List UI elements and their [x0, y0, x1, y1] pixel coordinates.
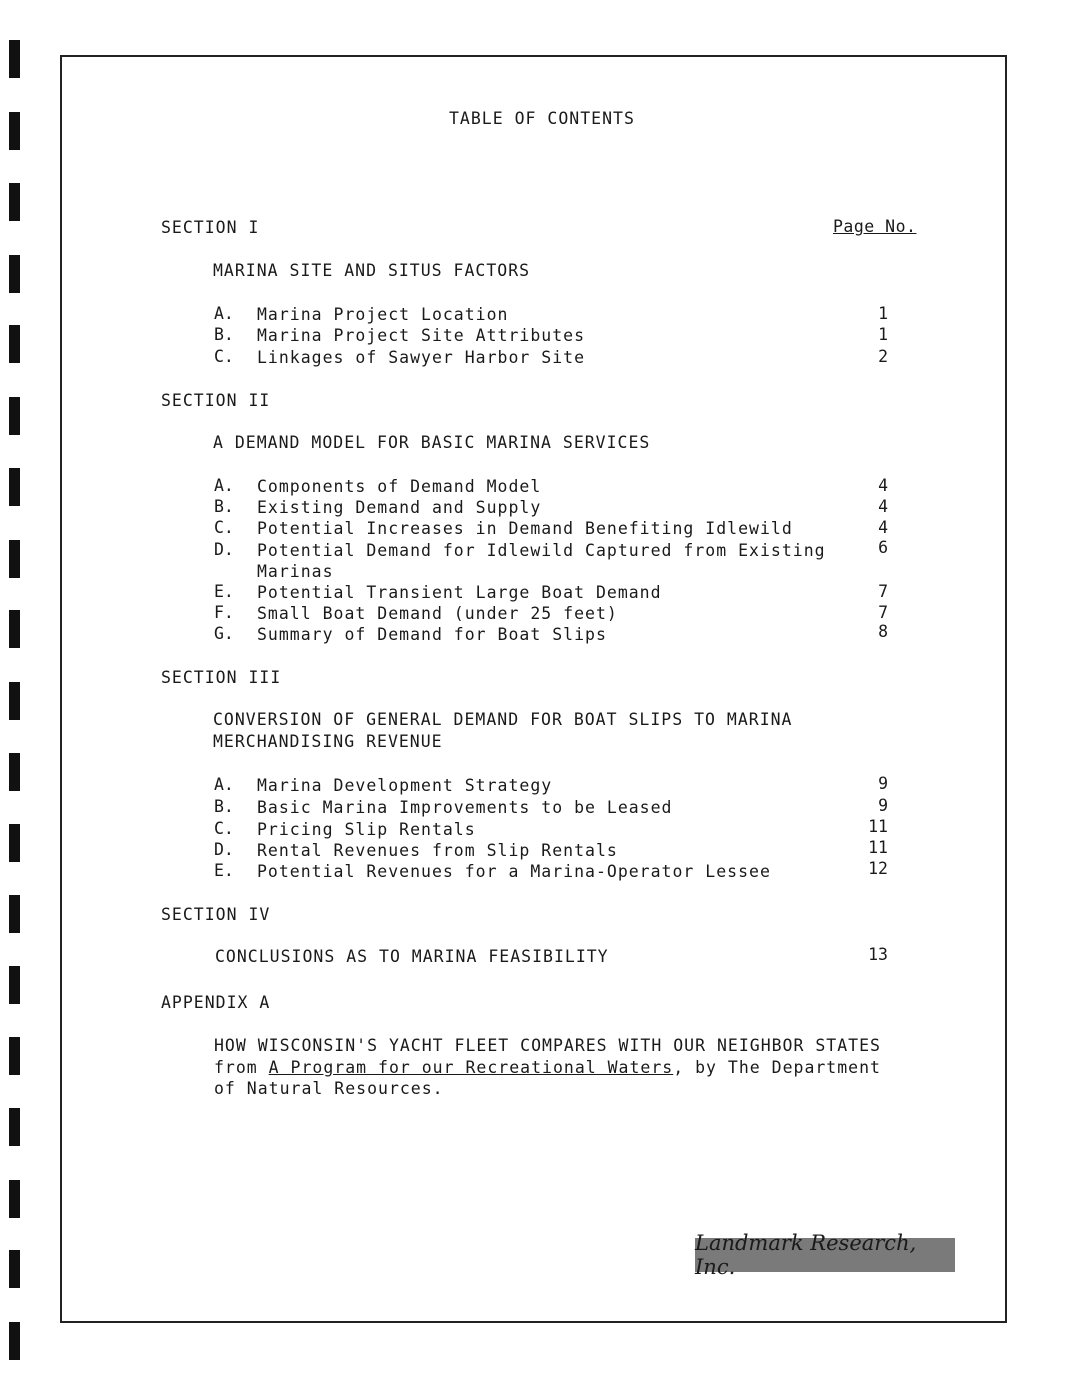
- binding-mark: [9, 895, 20, 933]
- appendix-line: [214, 1058, 881, 1078]
- appendix-prefix: from: [214, 1058, 269, 1077]
- company-stamp: Landmark Research, Inc.: [695, 1238, 955, 1272]
- item-letter: A.: [214, 775, 234, 794]
- section-label: SECTION III: [161, 668, 282, 687]
- section-heading: A DEMAND MODEL FOR BASIC MARINA SERVICES: [213, 433, 651, 452]
- page-number: 8: [878, 622, 888, 641]
- page-number: 1: [878, 304, 888, 323]
- toc-item: Small Boat Demand (under 25 feet): [257, 604, 618, 623]
- item-letter: A.: [214, 304, 234, 323]
- item-letter: D.: [214, 540, 234, 559]
- section-label: SECTION IV: [161, 905, 271, 924]
- section-heading: MARINA SITE AND SITUS FACTORS: [213, 261, 531, 280]
- binding-mark: [9, 682, 20, 720]
- item-letter: D.: [214, 840, 234, 859]
- binding-mark: [9, 1108, 20, 1146]
- appendix-line: HOW WISCONSIN'S YACHT FLEET COMPARES WITH OUR NEIGHBOR STATES: [214, 1036, 881, 1055]
- page-number: 9: [878, 796, 888, 815]
- item-letter: E.: [214, 582, 234, 601]
- page-number: 7: [878, 582, 888, 601]
- page-title: TABLE OF CONTENTS: [449, 109, 635, 128]
- page-number: 7: [878, 603, 888, 622]
- page-number: 4: [878, 497, 888, 516]
- page-no-header: Page No.: [833, 217, 917, 236]
- binding-mark: [9, 255, 20, 293]
- binding-mark: [9, 1037, 20, 1075]
- page-number: 1: [878, 325, 888, 344]
- item-letter: G.: [214, 624, 234, 643]
- binding-mark: [9, 540, 20, 578]
- binding-mark: [9, 1180, 20, 1218]
- page-number: 11: [868, 817, 888, 836]
- appendix-line: of Natural Resources.: [214, 1079, 444, 1098]
- section-label: SECTION I: [161, 218, 260, 237]
- page-frame: [60, 55, 1007, 1323]
- appendix-suffix: , by The Department: [673, 1058, 881, 1077]
- toc-item: Existing Demand and Supply: [257, 498, 542, 517]
- section-heading: CONVERSION OF GENERAL DEMAND FOR BOAT SLIPS TO MARINA: [213, 710, 793, 729]
- binding-mark: [9, 112, 20, 150]
- page-number: 9: [878, 774, 888, 793]
- binding-mark: [9, 824, 20, 862]
- page-number: 13: [868, 945, 888, 964]
- toc-item: Pricing Slip Rentals: [257, 820, 476, 839]
- toc-item: Potential Revenues for a Marina-Operator Lessee: [257, 862, 771, 881]
- appendix-source-title: A Program for our Recreational Waters: [268, 1058, 674, 1077]
- toc-item: Potential Transient Large Boat Demand: [257, 583, 662, 602]
- toc-item: Summary of Demand for Boat Slips: [257, 625, 607, 644]
- item-letter: C.: [214, 819, 234, 838]
- item-letter: E.: [214, 861, 234, 880]
- toc-item: Marina Project Site Attributes: [257, 326, 586, 345]
- item-letter: A.: [214, 476, 234, 495]
- binding-mark: [9, 397, 20, 435]
- appendix-label: APPENDIX A: [161, 993, 271, 1012]
- item-letter: F.: [214, 603, 234, 622]
- binding-mark: [9, 966, 20, 1004]
- toc-item: Potential Demand for Idlewild Captured from Existing: [257, 541, 826, 560]
- binding-mark: [9, 1250, 20, 1288]
- binding-mark: [9, 325, 20, 363]
- page-number: 4: [878, 518, 888, 537]
- toc-item: Components of Demand Model: [257, 477, 542, 496]
- binding-mark: [9, 753, 20, 791]
- toc-item: Rental Revenues from Slip Rentals: [257, 841, 618, 860]
- page-number: 4: [878, 476, 888, 495]
- toc-item: Marina Development Strategy: [257, 776, 553, 795]
- binding-mark: [9, 183, 20, 221]
- toc-item: Linkages of Sawyer Harbor Site: [257, 348, 586, 367]
- binding-mark: [9, 40, 20, 78]
- item-letter: C.: [214, 518, 234, 537]
- item-letter: C.: [214, 347, 234, 366]
- toc-item: Marina Project Location: [257, 305, 509, 324]
- item-letter: B.: [214, 797, 234, 816]
- toc-item: Potential Increases in Demand Benefiting Idlewild: [257, 519, 793, 538]
- section-label: SECTION II: [161, 391, 271, 410]
- toc-item: Basic Marina Improvements to be Leased: [257, 798, 673, 817]
- page-number: 12: [868, 859, 888, 878]
- binding-mark: [9, 610, 20, 648]
- section-heading-continuation: MERCHANDISING REVENUE: [213, 732, 443, 751]
- item-letter: B.: [214, 325, 234, 344]
- page-number: 2: [878, 347, 888, 366]
- binding-mark: [9, 468, 20, 506]
- binding-mark: [9, 1322, 20, 1360]
- page-number: 11: [868, 838, 888, 857]
- page-number: 6: [878, 538, 888, 557]
- toc-item-continuation: Marinas: [257, 562, 334, 581]
- section-heading: CONCLUSIONS AS TO MARINA FEASIBILITY: [215, 947, 609, 966]
- item-letter: B.: [214, 497, 234, 516]
